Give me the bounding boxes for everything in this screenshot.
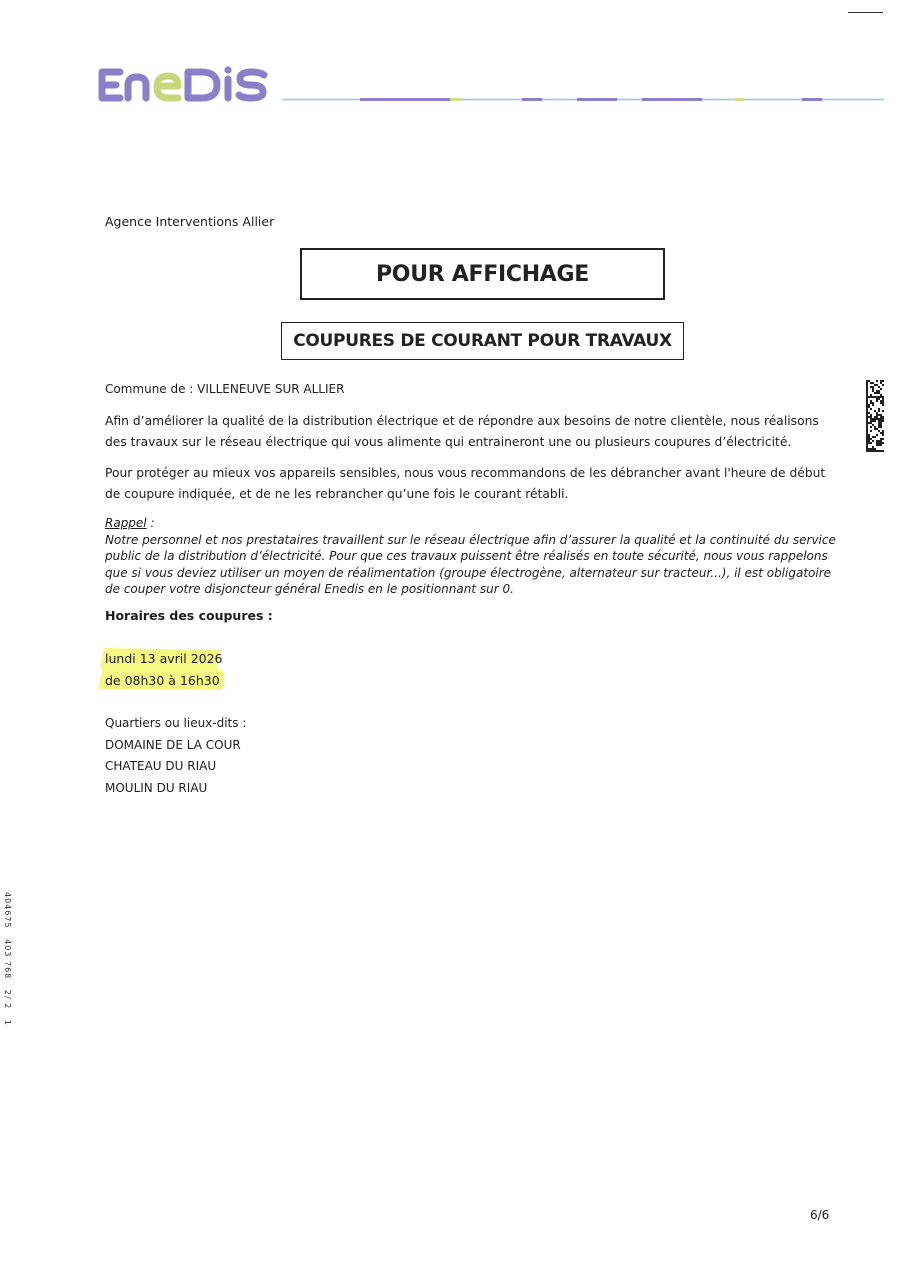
page-number: 6/6	[810, 1208, 830, 1222]
margin-reference-code: 404675 403 768 2/ 2 1	[3, 892, 12, 1027]
agency-name: Agence Interventions Allier	[105, 214, 275, 229]
district-item: MOULIN DU RIAU	[105, 780, 208, 795]
districts-label: Quartiers ou lieux-dits :	[105, 716, 247, 730]
reminder-title: Rappel	[105, 516, 147, 530]
notice-subtitle: COUPURES DE COURANT POUR TRAVAUX	[281, 322, 684, 360]
district-item: CHATEAU DU RIAU	[105, 759, 217, 773]
top-corner-rule	[848, 12, 883, 13]
reminder-block	[105, 515, 840, 598]
intro-paragraph: Afin d’améliorer la qualité de la distribution électrique et de répondre aux besoins de notre clientèle, nous réalisons des travaux sur le réseau électrique qui vous alimente qui entraineront une ou plusieurs coupures d’électricité.	[105, 414, 819, 449]
schedule-title: Horaires des coupures :	[105, 608, 273, 623]
advice-paragraph: Pour protéger au mieux vos appareils sensibles, nous vous recommandons de les débrancher avant l'heure de début de coupure indiquée, et de ne les rebrancher qu’une fois le courant rétabli.	[105, 466, 826, 501]
district-item: DOMAINE DE LA COUR	[105, 737, 241, 752]
header-divider	[282, 98, 884, 101]
banner-title: POUR AFFICHAGE	[300, 248, 665, 300]
reminder-heading	[105, 515, 840, 532]
schedule-details	[105, 648, 223, 692]
enedis-logo	[96, 64, 271, 106]
schedule-time: de 08h30 à 16h30	[105, 673, 220, 688]
reminder-title-suffix: :	[146, 516, 155, 530]
reminder-text: Notre personnel et nos prestataires travaillent sur le réseau électrique afin d’assurer la qualité et la continuité du service public de la distribution d’électricité. Pour que ces travaux puissent être réalisés en toute sécurité, nous vous rappelons que si vous deviez utiliser un moyen de réalimentation (groupe électrogène, alternateur sur tracteur...), il est obligatoire de couper votre disjoncteur général Enedis en le positionnant sur 0.	[105, 532, 836, 596]
schedule-date: lundi 13 avril 2026	[105, 651, 223, 666]
districts-block	[105, 713, 246, 799]
datamatrix-code	[866, 380, 884, 452]
commune-line: Commune de : VILLENEUVE SUR ALLIER	[105, 382, 345, 396]
